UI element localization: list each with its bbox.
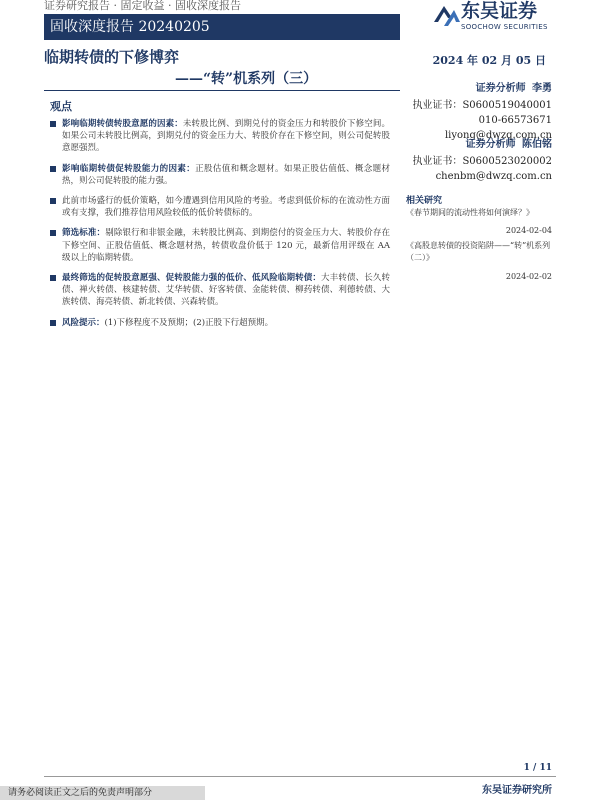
analyst-name: 李勇 xyxy=(532,83,552,94)
list-item: 风险提示：(1)下修程度不及预期；(2)正股下行超预期。 xyxy=(50,317,390,329)
analyst-email: chenbm@dwzq.com.cn xyxy=(435,171,552,182)
square-bullet-icon xyxy=(50,198,56,204)
title-divider xyxy=(44,90,400,91)
cert-label: 执业证书： xyxy=(412,100,463,111)
related-date: 2024-02-04 xyxy=(505,226,552,235)
footer-brand: 东吴证券研究所 xyxy=(482,785,552,796)
breadcrumb: 证券研究报告 · 固定收益 · 固收深度报告 xyxy=(44,0,241,12)
analyst-1 xyxy=(412,82,552,142)
list-item: 筛选标准：剔除银行和非银金融，未转股比例高、到期偿付的资金压力大、转股价存在下修空间、正股估值低、概念题材热，转债收盘价低于 120 元，最新信用评级在 AA 级以上的临期转债。 xyxy=(50,227,390,264)
square-bullet-icon xyxy=(50,230,56,236)
report-date: 2024 年 02 月 05 日 xyxy=(432,54,546,67)
analyst-email: liyong@dwzq.com.cn xyxy=(444,130,552,141)
related-link[interactable]: 《高股息转债的投资陷阱——“转”机系列（二）》 xyxy=(406,241,551,262)
analyst-2 xyxy=(412,138,552,183)
related-date: 2024-02-02 xyxy=(505,272,552,281)
analyst-role: 证券分析师 xyxy=(465,139,516,150)
logo-english-name: SOOCHOW SECURITIES xyxy=(461,23,548,31)
list-item: 最终筛选的促转股意愿强、促转股能力强的低价、低风险临期转债：大丰转债、长久转债、禅火转债、核建转债、艾华转债、好客转债、金能转债、柳药转债、利德转债、大族转债、海亮转债、新北转债、兴森转债。 xyxy=(50,272,390,309)
cert-number: S0600519040001 xyxy=(462,100,552,111)
cert-label: 执业证书： xyxy=(412,156,463,167)
list-item: 影响临期转债转股意愿的因素：未转股比例、到期兑付的资金压力和转股价下修空间。如果公司未转股比例高，到期兑付的资金压力大、转股价存在下修空间，则公司促转股意愿强烈。 xyxy=(50,118,390,155)
analyst-role: 证券分析师 xyxy=(475,83,526,94)
footer-divider xyxy=(44,776,556,777)
disclaimer-note: 请务必阅读正文之后的免责声明部分 xyxy=(0,786,205,800)
cert-number: S0600523020002 xyxy=(462,156,552,167)
analyst-name: 陈伯铭 xyxy=(522,139,552,150)
square-bullet-icon xyxy=(50,166,56,172)
page-title: 临期转债的下修博弈 xyxy=(44,48,180,66)
page-subtitle: ——“转”机系列（三） xyxy=(175,71,318,87)
report-type-banner: 固收深度报告 20240205 xyxy=(44,14,400,40)
list-item: 此前市场盛行的低价策略，如今遭遇到信用风险的考验。考虑到低价标的在流动性方面或有支撑，我们推荐信用风险较低的低价转债标的。 xyxy=(50,195,390,219)
square-bullet-icon xyxy=(50,121,56,127)
related-link[interactable]: 《春节期间的流动性将如何演绎？》 xyxy=(406,208,534,217)
analyst-phone: 010-66573671 xyxy=(478,115,552,126)
logo-name: 东吴证券 xyxy=(461,0,538,22)
logo-mark-icon xyxy=(434,6,460,26)
page-number: 1 / 11 xyxy=(523,763,552,773)
square-bullet-icon xyxy=(50,320,56,326)
related-research-heading: 相关研究 xyxy=(406,196,443,206)
section-label: 观点 xyxy=(50,100,72,113)
key-points xyxy=(50,118,390,337)
list-item: 影响临期转债促转股能力的因素：正股估值和概念题材。如果正股估值低、概念题材热，则公司促转股的能力强。 xyxy=(50,163,390,187)
square-bullet-icon xyxy=(50,275,56,281)
